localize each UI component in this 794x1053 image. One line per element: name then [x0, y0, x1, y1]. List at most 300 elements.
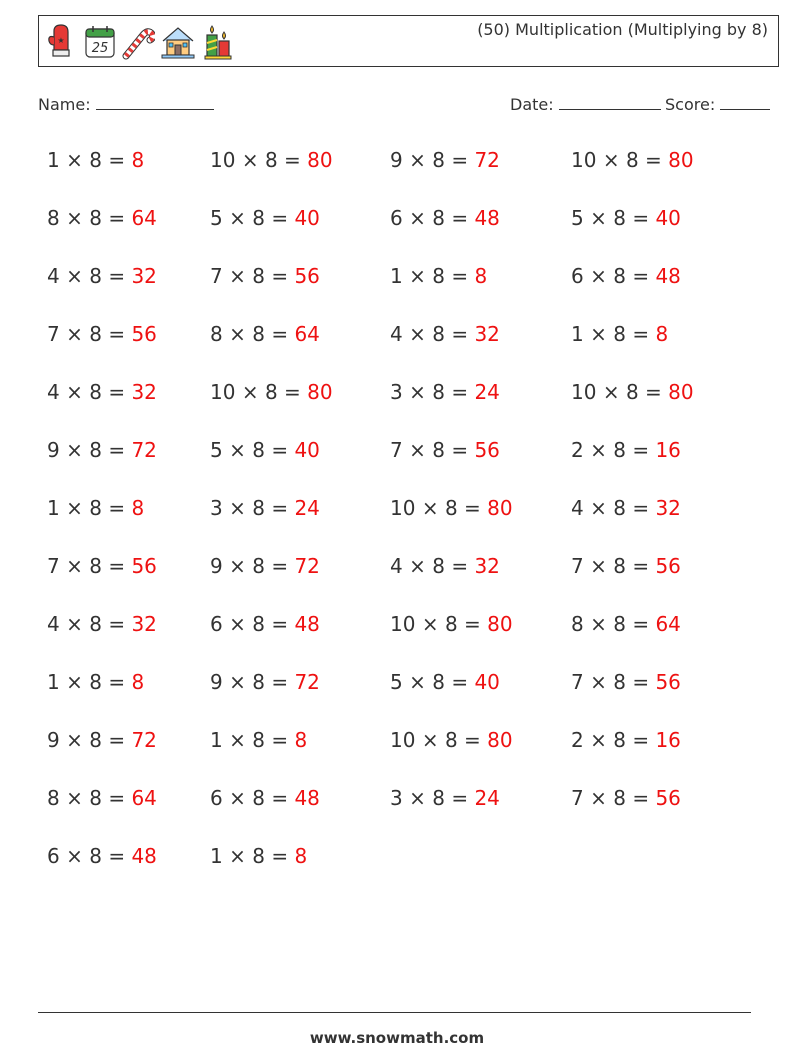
answer: 80	[668, 380, 694, 404]
name-field	[38, 93, 214, 114]
problem-item	[210, 554, 320, 578]
candy-cane-icon	[121, 23, 155, 61]
answer: 56	[655, 786, 681, 810]
operator: ×	[409, 670, 426, 694]
operator: ×	[590, 612, 607, 636]
equals-sign: =	[451, 670, 469, 694]
answer: 40	[294, 438, 320, 462]
problem-item	[47, 264, 157, 288]
problem-item	[571, 148, 694, 172]
equals-sign: =	[632, 612, 650, 636]
factor-b: 8	[252, 728, 265, 752]
factor-b: 8	[252, 496, 265, 520]
answer: 8	[131, 148, 145, 172]
operator: ×	[229, 670, 246, 694]
answer: 48	[294, 786, 320, 810]
problem-item	[390, 670, 500, 694]
factor-a: 3	[390, 786, 403, 810]
header-box	[38, 15, 779, 67]
factor-b: 8	[89, 438, 102, 462]
factor-b: 8	[432, 380, 445, 404]
problem-item	[571, 206, 681, 230]
operator: ×	[229, 844, 246, 868]
factor-a: 8	[210, 322, 223, 346]
problem-item	[210, 612, 320, 636]
calendar-icon	[83, 23, 117, 61]
factor-b: 8	[252, 206, 265, 230]
factor-a: 5	[390, 670, 403, 694]
svg-text:★: ★	[57, 36, 65, 45]
answer: 8	[294, 728, 308, 752]
answer: 72	[131, 438, 157, 462]
problem-item	[390, 322, 500, 346]
operator: ×	[66, 438, 83, 462]
operator: ×	[66, 496, 83, 520]
factor-b: 8	[89, 670, 102, 694]
factor-a: 4	[47, 264, 60, 288]
equals-sign: =	[108, 844, 126, 868]
answer: 72	[474, 148, 500, 172]
factor-b: 8	[252, 844, 265, 868]
factor-b: 8	[252, 322, 265, 346]
problem-item	[390, 380, 500, 404]
answer: 24	[474, 786, 500, 810]
problem-item	[390, 206, 500, 230]
factor-a: 1	[210, 728, 223, 752]
equals-sign: =	[645, 380, 662, 404]
operator: ×	[229, 786, 246, 810]
equals-sign: =	[451, 380, 469, 404]
equals-sign: =	[451, 554, 469, 578]
equals-sign: =	[284, 380, 301, 404]
factor-a: 10	[390, 612, 416, 636]
operator: ×	[602, 380, 620, 404]
equals-sign: =	[632, 496, 650, 520]
operator: ×	[409, 264, 426, 288]
problem-item	[47, 148, 144, 172]
answer: 24	[294, 496, 320, 520]
factor-a: 10	[571, 148, 597, 172]
factor-b: 8	[625, 148, 639, 172]
equals-sign: =	[271, 786, 289, 810]
score-field	[665, 93, 770, 114]
factor-a: 4	[571, 496, 584, 520]
equals-sign: =	[632, 670, 650, 694]
svg-text:25: 25	[91, 41, 109, 56]
answer: 64	[294, 322, 320, 346]
factor-a: 10	[210, 380, 236, 404]
factor-b: 8	[89, 844, 102, 868]
problem-item	[47, 728, 157, 752]
problem-item	[47, 554, 157, 578]
problem-item	[390, 728, 513, 752]
answer: 8	[655, 322, 669, 346]
operator: ×	[602, 148, 620, 172]
problem-item	[47, 844, 157, 868]
equals-sign: =	[108, 728, 126, 752]
equals-sign: =	[108, 554, 126, 578]
answer: 72	[131, 728, 157, 752]
operator: ×	[409, 322, 426, 346]
operator: ×	[590, 786, 607, 810]
operator: ×	[409, 438, 426, 462]
problem-item	[210, 264, 320, 288]
equals-sign: =	[108, 786, 126, 810]
equals-sign: =	[464, 612, 481, 636]
problem-item	[47, 322, 157, 346]
operator: ×	[229, 612, 246, 636]
answer: 24	[474, 380, 500, 404]
operator: ×	[590, 496, 607, 520]
answer: 72	[294, 670, 320, 694]
answer: 16	[655, 438, 681, 462]
problem-item	[390, 554, 500, 578]
equals-sign: =	[464, 496, 481, 520]
factor-b: 8	[432, 438, 445, 462]
factor-a: 4	[47, 612, 60, 636]
problem-item	[47, 438, 157, 462]
equals-sign: =	[271, 844, 289, 868]
answer: 80	[307, 148, 333, 172]
equals-sign: =	[271, 612, 289, 636]
answer: 32	[655, 496, 681, 520]
factor-a: 4	[47, 380, 60, 404]
answer: 48	[655, 264, 681, 288]
answer: 8	[131, 496, 145, 520]
factor-a: 1	[571, 322, 584, 346]
answer: 8	[131, 670, 145, 694]
operator: ×	[66, 554, 83, 578]
equals-sign: =	[451, 438, 469, 462]
answer: 80	[487, 496, 513, 520]
factor-b: 8	[89, 786, 102, 810]
answer: 40	[655, 206, 681, 230]
operator: ×	[590, 438, 607, 462]
factor-a: 6	[210, 612, 223, 636]
factor-b: 8	[613, 438, 626, 462]
answer: 80	[668, 148, 694, 172]
factor-a: 9	[47, 438, 60, 462]
factor-a: 3	[210, 496, 223, 520]
problem-item	[390, 496, 513, 520]
operator: ×	[229, 322, 246, 346]
mitten-icon	[45, 23, 79, 61]
factor-a: 7	[571, 554, 584, 578]
factor-b: 8	[613, 670, 626, 694]
operator: ×	[590, 728, 607, 752]
answer: 32	[131, 612, 157, 636]
factor-a: 9	[47, 728, 60, 752]
answer: 80	[487, 728, 513, 752]
factor-b: 8	[252, 554, 265, 578]
operator: ×	[590, 206, 607, 230]
answer: 32	[474, 322, 500, 346]
factor-b: 8	[432, 148, 445, 172]
equals-sign: =	[451, 786, 469, 810]
factor-a: 4	[390, 322, 403, 346]
footer-url: www.snowmath.com	[309, 1029, 485, 1047]
equals-sign: =	[108, 206, 126, 230]
problem-item	[571, 786, 681, 810]
factor-a: 10	[571, 380, 597, 404]
factor-b: 8	[89, 554, 102, 578]
problem-item	[210, 380, 333, 404]
factor-b: 8	[432, 322, 445, 346]
equals-sign: =	[108, 380, 126, 404]
factor-a: 7	[571, 786, 584, 810]
factor-b: 8	[613, 264, 626, 288]
factor-a: 2	[571, 728, 584, 752]
operator: ×	[66, 322, 83, 346]
problem-item	[47, 786, 157, 810]
factor-b: 8	[444, 728, 458, 752]
factor-b: 8	[252, 670, 265, 694]
footer-divider	[38, 1012, 751, 1013]
problem-item	[210, 496, 320, 520]
equals-sign: =	[632, 786, 650, 810]
factor-b: 8	[252, 786, 265, 810]
answer: 80	[487, 612, 513, 636]
equals-sign: =	[271, 322, 289, 346]
factor-b: 8	[613, 612, 626, 636]
date-field	[510, 93, 661, 114]
equals-sign: =	[108, 612, 126, 636]
factor-a: 1	[47, 148, 60, 172]
problem-item	[571, 670, 681, 694]
operator: ×	[66, 844, 83, 868]
operator: ×	[66, 206, 83, 230]
factor-a: 4	[390, 554, 403, 578]
problem-item	[571, 380, 694, 404]
operator: ×	[421, 496, 439, 520]
problem-item	[571, 612, 681, 636]
equals-sign: =	[108, 322, 126, 346]
factor-a: 6	[571, 264, 584, 288]
factor-b: 8	[613, 786, 626, 810]
name-blank	[96, 93, 214, 110]
problem-item	[210, 148, 333, 172]
equals-sign: =	[632, 728, 650, 752]
answer: 56	[131, 322, 157, 346]
icon-row	[45, 20, 239, 64]
factor-a: 7	[390, 438, 403, 462]
answer: 32	[474, 554, 500, 578]
operator: ×	[229, 438, 246, 462]
operator: ×	[66, 786, 83, 810]
problem-item	[571, 728, 681, 752]
factor-a: 1	[390, 264, 403, 288]
factor-a: 10	[390, 496, 416, 520]
operator: ×	[241, 148, 259, 172]
equals-sign: =	[108, 496, 126, 520]
factor-b: 8	[444, 496, 458, 520]
answer: 56	[474, 438, 500, 462]
problem-item	[210, 206, 320, 230]
factor-a: 3	[390, 380, 403, 404]
factor-b: 8	[252, 264, 265, 288]
equals-sign: =	[451, 322, 469, 346]
problem-item	[210, 670, 320, 694]
equals-sign: =	[632, 322, 650, 346]
equals-sign: =	[271, 264, 289, 288]
operator: ×	[421, 728, 439, 752]
answer: 40	[474, 670, 500, 694]
factor-b: 8	[613, 554, 626, 578]
problem-item	[47, 380, 157, 404]
factor-b: 8	[89, 612, 102, 636]
equals-sign: =	[271, 670, 289, 694]
answer: 56	[655, 670, 681, 694]
factor-b: 8	[444, 612, 458, 636]
equals-sign: =	[451, 206, 469, 230]
worksheet-title: (50) Multiplication (Multiplying by 8)	[477, 20, 768, 39]
score-blank	[720, 93, 770, 110]
candles-icon	[201, 23, 235, 61]
factor-a: 1	[210, 844, 223, 868]
operator: ×	[66, 148, 83, 172]
factor-b: 8	[89, 148, 102, 172]
factor-a: 9	[390, 148, 403, 172]
date-label: Date:	[510, 95, 554, 114]
equals-sign: =	[632, 206, 650, 230]
answer: 48	[131, 844, 157, 868]
factor-b: 8	[432, 264, 445, 288]
factor-b: 8	[432, 206, 445, 230]
factor-b: 8	[264, 380, 278, 404]
factor-a: 9	[210, 670, 223, 694]
problem-item	[390, 612, 513, 636]
answer: 48	[294, 612, 320, 636]
operator: ×	[421, 612, 439, 636]
problem-item	[571, 322, 668, 346]
operator: ×	[409, 148, 426, 172]
answer: 56	[131, 554, 157, 578]
equals-sign: =	[632, 438, 650, 462]
factor-b: 8	[613, 728, 626, 752]
equals-sign: =	[632, 554, 650, 578]
problem-item	[47, 206, 157, 230]
house-icon	[159, 23, 197, 61]
factor-b: 8	[89, 496, 102, 520]
operator: ×	[590, 264, 607, 288]
factor-b: 8	[625, 380, 639, 404]
factor-b: 8	[613, 206, 626, 230]
date-blank	[559, 93, 661, 110]
factor-a: 10	[390, 728, 416, 752]
equals-sign: =	[271, 728, 289, 752]
operator: ×	[590, 670, 607, 694]
name-label: Name:	[38, 95, 91, 114]
factor-b: 8	[89, 264, 102, 288]
equals-sign: =	[284, 148, 301, 172]
answer: 8	[474, 264, 488, 288]
operator: ×	[66, 728, 83, 752]
equals-sign: =	[645, 148, 662, 172]
equals-sign: =	[271, 496, 289, 520]
answer: 72	[294, 554, 320, 578]
answer: 56	[655, 554, 681, 578]
equals-sign: =	[271, 438, 289, 462]
factor-b: 8	[432, 554, 445, 578]
factor-b: 8	[89, 380, 102, 404]
operator: ×	[229, 496, 246, 520]
operator: ×	[229, 264, 246, 288]
answer: 32	[131, 264, 157, 288]
operator: ×	[409, 554, 426, 578]
problem-item	[390, 438, 500, 462]
factor-a: 9	[210, 554, 223, 578]
equals-sign: =	[451, 264, 469, 288]
factor-a: 7	[210, 264, 223, 288]
answer: 80	[307, 380, 333, 404]
factor-b: 8	[432, 670, 445, 694]
operator: ×	[66, 380, 83, 404]
problem-item	[571, 438, 681, 462]
problem-item	[47, 612, 157, 636]
problem-item	[47, 670, 144, 694]
answer: 64	[131, 206, 157, 230]
factor-a: 8	[47, 206, 60, 230]
problem-item	[571, 496, 681, 520]
factor-b: 8	[89, 322, 102, 346]
problem-item	[390, 264, 487, 288]
problem-item	[390, 786, 500, 810]
answer: 8	[294, 844, 308, 868]
equals-sign: =	[108, 438, 126, 462]
factor-a: 8	[47, 786, 60, 810]
operator: ×	[66, 670, 83, 694]
factor-a: 5	[210, 206, 223, 230]
answer: 40	[294, 206, 320, 230]
problem-item	[571, 554, 681, 578]
answer: 32	[131, 380, 157, 404]
score-label: Score:	[665, 95, 716, 114]
equals-sign: =	[108, 264, 126, 288]
equals-sign: =	[271, 554, 289, 578]
problem-item	[47, 496, 144, 520]
operator: ×	[66, 612, 83, 636]
operator: ×	[409, 206, 426, 230]
answer: 16	[655, 728, 681, 752]
factor-b: 8	[89, 728, 102, 752]
factor-a: 5	[210, 438, 223, 462]
factor-a: 6	[47, 844, 60, 868]
factor-b: 8	[89, 206, 102, 230]
equals-sign: =	[108, 670, 126, 694]
factor-a: 10	[210, 148, 236, 172]
operator: ×	[241, 380, 259, 404]
operator: ×	[229, 206, 246, 230]
answer: 64	[131, 786, 157, 810]
factor-a: 1	[47, 496, 60, 520]
answer: 56	[294, 264, 320, 288]
problem-item	[210, 438, 320, 462]
factor-a: 2	[571, 438, 584, 462]
factor-b: 8	[252, 438, 265, 462]
problem-item	[571, 264, 681, 288]
factor-a: 7	[571, 670, 584, 694]
answer: 64	[655, 612, 681, 636]
factor-b: 8	[252, 612, 265, 636]
operator: ×	[229, 554, 246, 578]
answer: 48	[474, 206, 500, 230]
equals-sign: =	[464, 728, 481, 752]
factor-a: 7	[47, 322, 60, 346]
factor-b: 8	[264, 148, 278, 172]
factor-a: 5	[571, 206, 584, 230]
operator: ×	[590, 322, 607, 346]
equals-sign: =	[271, 206, 289, 230]
